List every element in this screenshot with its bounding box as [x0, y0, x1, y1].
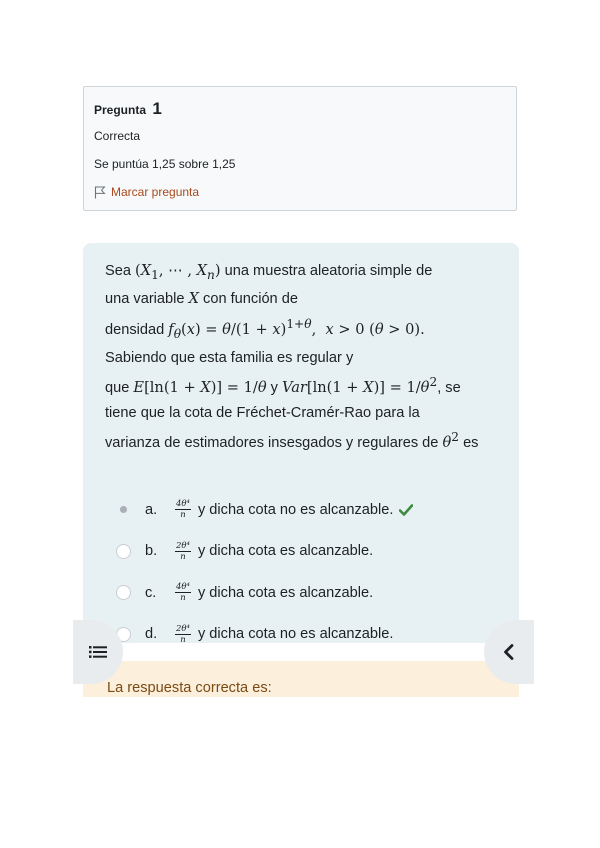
- question-text-segment: densidad: [105, 321, 169, 338]
- right-answer-feedback: [83, 661, 519, 697]
- question-state: Correcta: [94, 129, 141, 143]
- option-fraction: [175, 541, 191, 562]
- option-letter: b.: [145, 543, 158, 560]
- fraction-denominator: n: [180, 634, 186, 645]
- math-variable: X: [188, 290, 199, 308]
- option-text: y dicha cota es alcanzable.: [197, 543, 374, 560]
- option-fraction: [175, 624, 191, 645]
- option-text: y dicha cota es alcanzable.: [197, 584, 374, 601]
- answer-option-c[interactable]: [105, 572, 497, 614]
- question-text: [105, 259, 497, 455]
- question-info: [83, 86, 517, 211]
- flag-icon: [94, 186, 106, 199]
- right-answer-label: La respuesta correcta es:: [107, 680, 272, 696]
- math-expectation: E[ln(1 + X)] = 1/θ: [133, 379, 267, 397]
- question-text-segment: y: [270, 380, 283, 397]
- question-number: [94, 99, 506, 119]
- fraction-denominator: n: [180, 551, 186, 562]
- question-number-value: 1: [152, 99, 162, 118]
- option-letter: d.: [145, 626, 158, 643]
- question-text-segment: con función de: [203, 291, 298, 308]
- answer-option-d[interactable]: [105, 614, 497, 656]
- question-text-segment: tiene que la cota de Fréchet-Cramér-Rao para la: [105, 404, 420, 421]
- question-formulation: [83, 243, 519, 643]
- math-theta-squared: $\theta^2$: [442, 429, 459, 451]
- question-text-segment: una muestra aleatoria simple de: [224, 263, 433, 279]
- answer-options: [105, 489, 497, 655]
- option-letter: a.: [145, 501, 158, 518]
- flag-question-link[interactable]: [94, 185, 506, 199]
- question-text-segment: varianza de estimadores insesgados y regulares de: [105, 434, 443, 451]
- question-text-segment: Sabiendo que esta familia es regular y: [105, 349, 354, 366]
- math-sample: ($X_1$, ⋯ , $X_n$): [135, 262, 221, 282]
- math-variance: $Var[\ln(1 + X)] = 1/\theta^2$: [282, 375, 438, 397]
- option-letter: c.: [145, 584, 157, 601]
- option-fraction: [175, 499, 191, 520]
- flag-question-label: Marcar pregunta: [111, 185, 200, 199]
- fraction-numerator: 2θ⁴: [176, 623, 190, 634]
- fraction-numerator: 4θ⁴: [176, 499, 190, 510]
- question-text-segment: Sea: [105, 263, 136, 279]
- list-icon: [88, 642, 108, 662]
- fraction-numerator: 2θ⁴: [176, 540, 190, 551]
- math-density: $f_\theta(x) = \theta/(1 + x)^{1+\theta}$, x > 0 (θ > 0).: [168, 316, 425, 341]
- question-text-segment: es: [463, 434, 479, 451]
- fraction-denominator: n: [180, 593, 186, 604]
- fraction-numerator: 4θ⁴: [176, 582, 190, 593]
- question-text-segment: , se: [437, 380, 461, 397]
- radio-button[interactable]: [116, 544, 131, 559]
- option-text: y dicha cota no es alcanzable.: [197, 501, 394, 518]
- question-label: Pregunta: [94, 103, 147, 117]
- question-grade: Se puntúa 1,25 sobre 1,25: [94, 157, 236, 171]
- check-icon: [399, 504, 413, 516]
- question-text-segment: una variable: [105, 291, 189, 308]
- answer-option-a[interactable]: [105, 489, 497, 531]
- fraction-denominator: n: [180, 510, 186, 521]
- chevron-left-icon: [499, 642, 519, 662]
- option-fraction: [175, 582, 191, 603]
- radio-button[interactable]: [116, 585, 131, 600]
- question-text-segment: que: [105, 380, 134, 397]
- answer-option-b[interactable]: [105, 531, 497, 573]
- option-text: y dicha cota no es alcanzable.: [197, 626, 394, 643]
- radio-button[interactable]: [116, 502, 131, 517]
